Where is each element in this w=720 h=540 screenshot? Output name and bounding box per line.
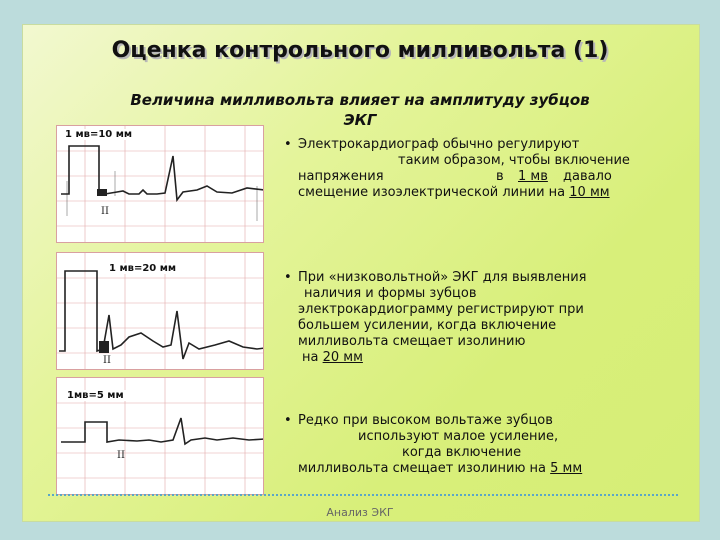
calibration-label-1: 1 мв=10 мм [65, 129, 133, 140]
bullet-2 [284, 270, 698, 366]
footer-text: Анализ ЭКГ [326, 506, 394, 519]
slide-subtitle [60, 90, 660, 130]
ecg-trace-1 [57, 126, 264, 243]
bullet-3-line-3: когда включение [402, 445, 522, 460]
bullet-2-line-6-text: на [302, 350, 319, 365]
bullet-2-line-3: электрокардиограмму регистрируют при [298, 302, 584, 317]
subtitle-line-2: ЭКГ [343, 111, 377, 129]
bullet-1-line-1: Электрокардиограф обычно регулируют [298, 137, 580, 152]
lead-label-2: II [103, 355, 111, 366]
bullet-marker-2: • [284, 270, 292, 285]
bullet-1 [284, 137, 698, 201]
bullet-1-line-3-in: в [496, 169, 504, 184]
calibration-label-3: 1мв=5 мм [67, 390, 124, 401]
bullet-3-value-5mm: 5 мм [550, 461, 583, 476]
bullet-1-value-10mm: 10 мм [569, 185, 610, 200]
ecg-strip-2 [56, 252, 264, 370]
bullet-3-line-1: Редко при высоком вольтаже зубцов [298, 413, 553, 428]
bullet-2-line-5: милливольта смещает изолинию [298, 334, 526, 349]
bullet-3-line-4-text: милливольта смещает изолинию на [298, 461, 547, 476]
footer-divider [48, 494, 678, 496]
bullet-2-value-20mm: 20 мм [322, 350, 363, 365]
lead-label-1: II [101, 206, 109, 217]
bullet-marker-1: • [284, 137, 292, 152]
bullet-marker-3: • [284, 413, 292, 428]
slide-title: Оценка контрольного милливольта (1) [111, 38, 609, 63]
lead-label-3: II [117, 450, 125, 461]
bullet-1-value-1mv: 1 мв [518, 169, 548, 184]
calibration-label-2: 1 мв=20 мм [109, 263, 177, 274]
bullet-3-line-4 [298, 461, 698, 477]
bullet-1-line-3-text: напряжения [298, 169, 384, 184]
bullet-1-line-2: таким образом, чтобы включение [398, 153, 630, 168]
bullet-1-line-4 [298, 185, 698, 201]
bullet-2-line-2: наличия и формы зубцов [304, 286, 477, 301]
bullet-3-line-2: используют малое усиление, [358, 429, 559, 444]
ecg-strip-3 [56, 377, 264, 495]
bullet-1-line-3-end: давало [563, 169, 612, 184]
bullet-3 [284, 413, 698, 477]
bullet-2-line-1: При «низковольтной» ЭКГ для выявления [298, 270, 587, 285]
subtitle-line-1: Величина милливольта влияет на амплитуду зубцов [130, 91, 590, 109]
bullet-1-line-4-text: смещение изоэлектрической линии на [298, 185, 566, 200]
bullet-2-line-4: большем усилении, когда включение [298, 318, 557, 333]
bullet-2-line-6 [298, 350, 698, 366]
bullet-1-line-3 [298, 169, 698, 185]
ecg-strip-1 [56, 125, 264, 243]
